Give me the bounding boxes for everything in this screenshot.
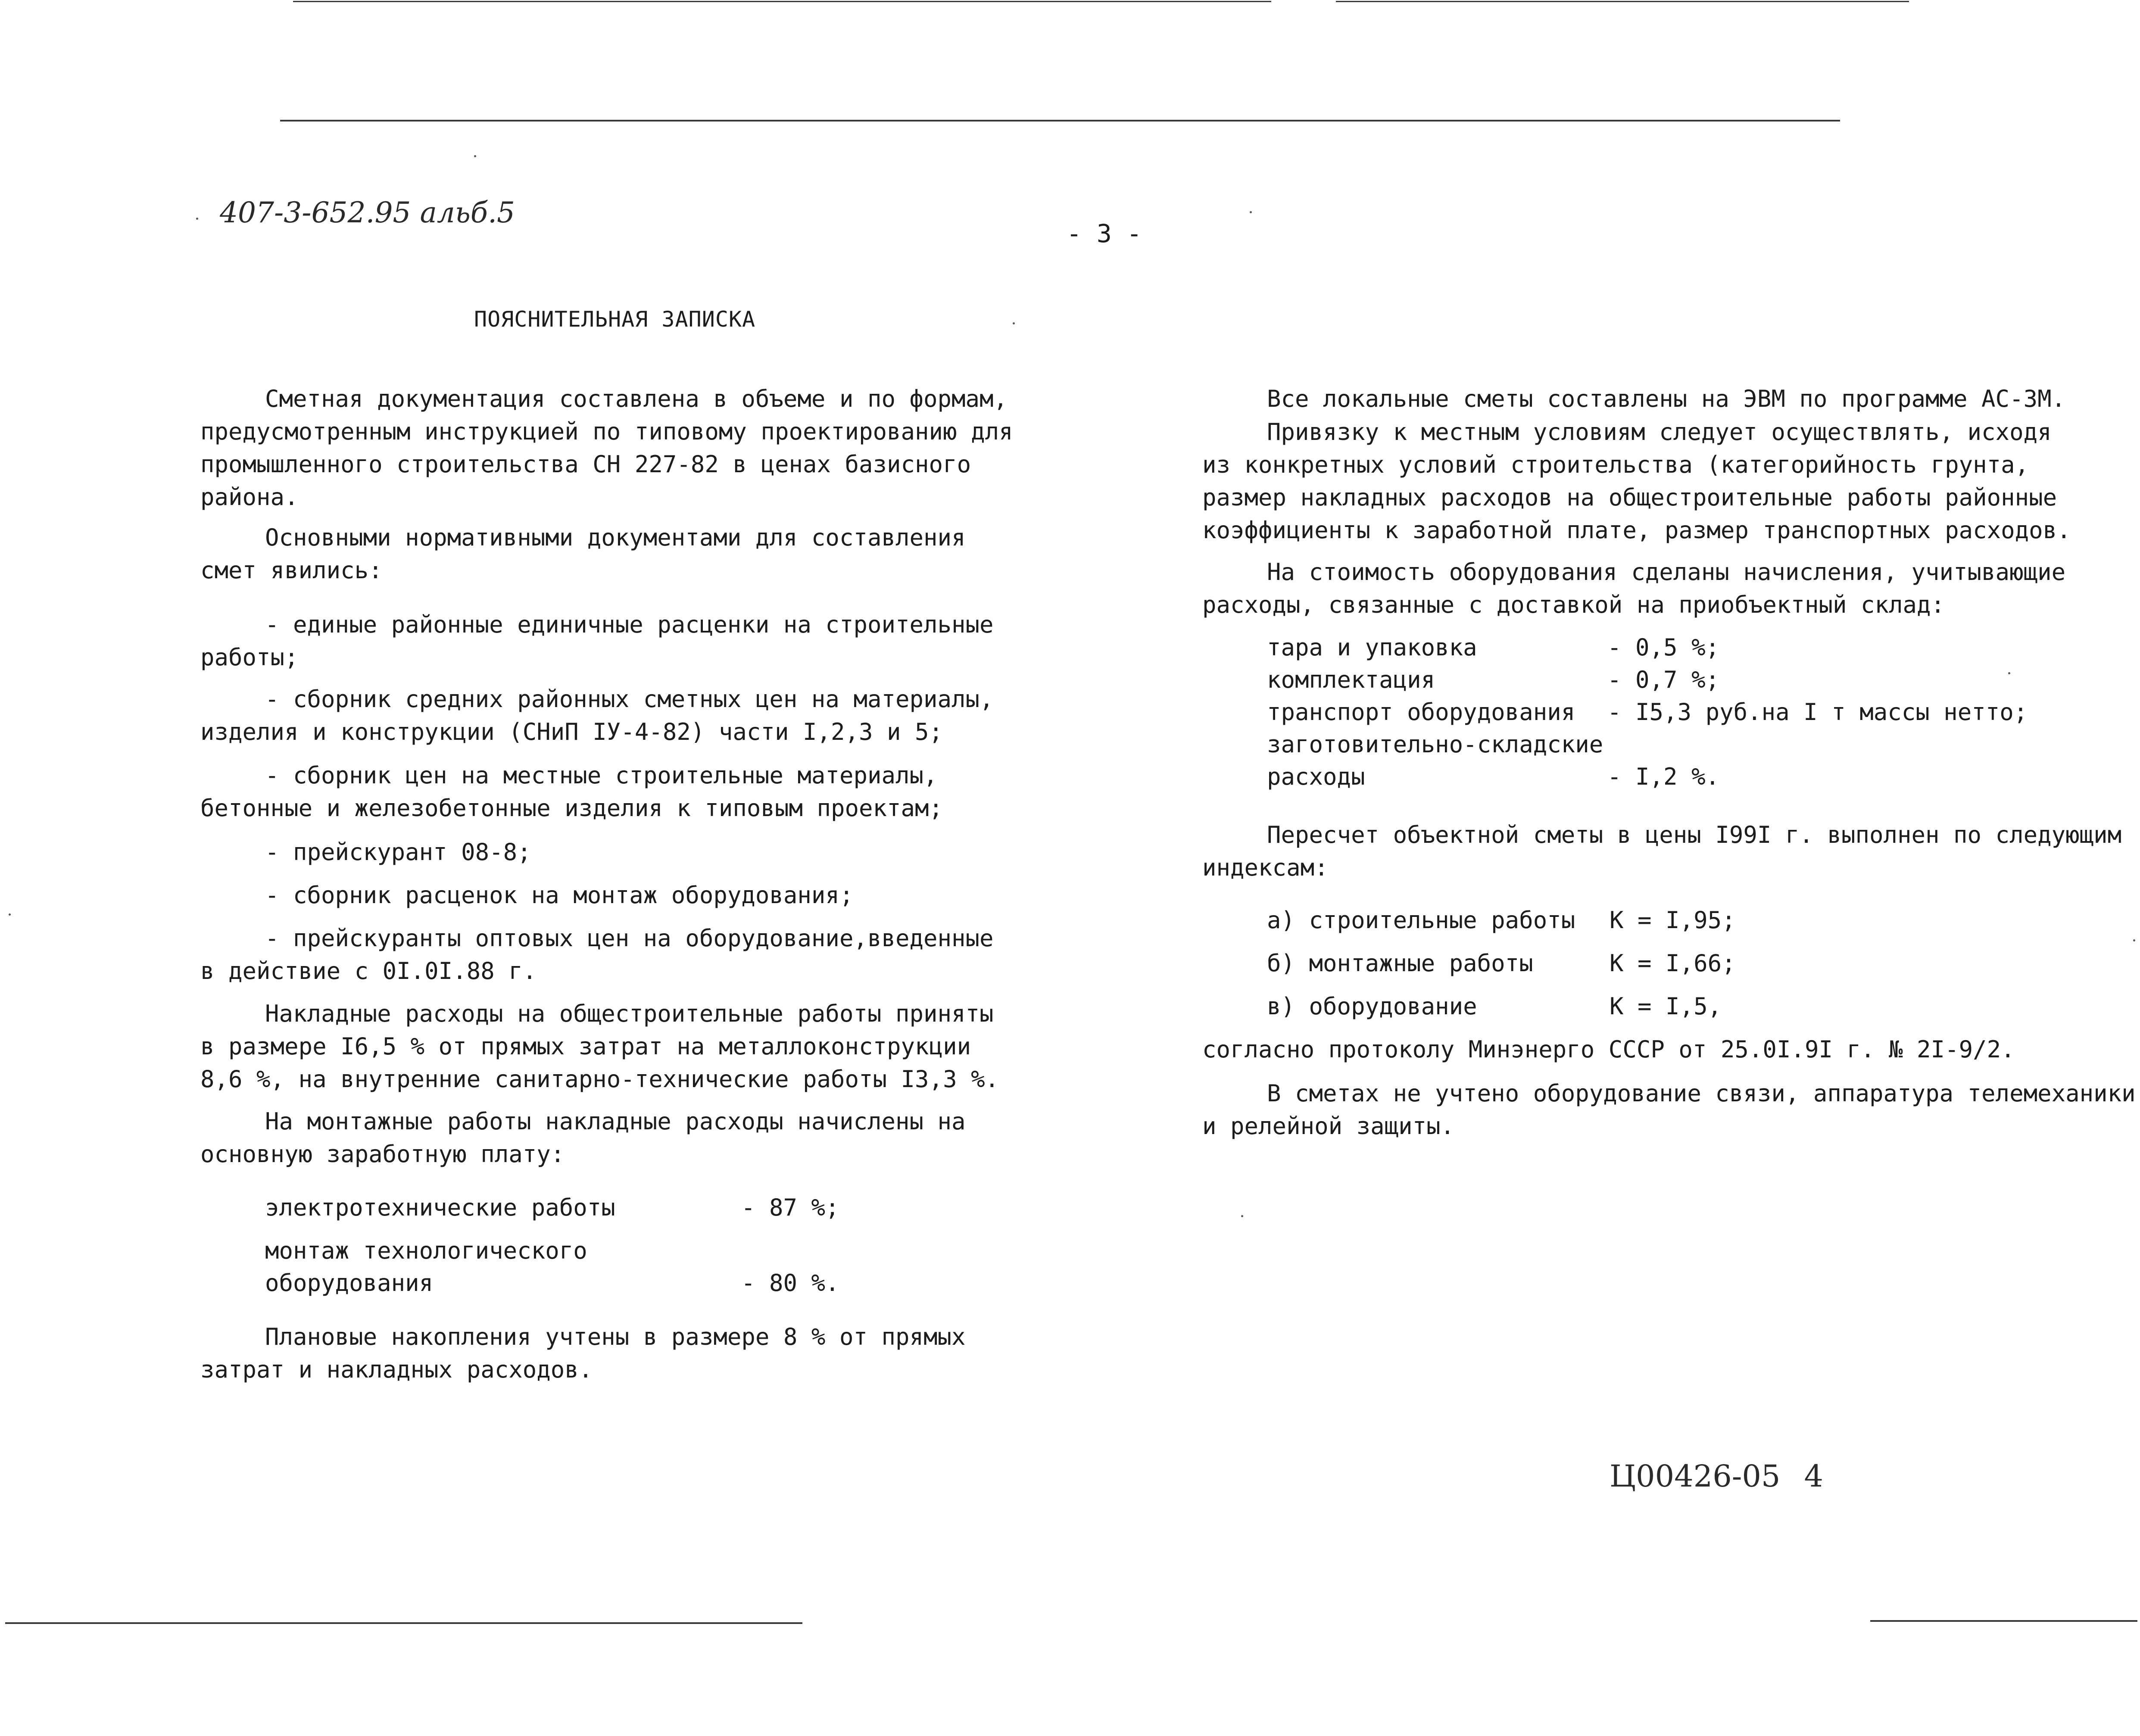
index-row: а) строительные работы К = I,95; <box>1267 907 1736 934</box>
archive-stamp: Ц00426-05 4 <box>1610 1459 1823 1494</box>
charge-row: расходы - I,2 %. <box>1267 763 1720 790</box>
protocol-line: согласно протоколу Минэнерго СССР от 25.0I.9I г. № 2I-9/2. <box>1202 1036 2015 1063</box>
top-rule-2 <box>733 1 1271 2</box>
rate-row: электротехнические работы - 87 %; <box>265 1194 839 1221</box>
rate-row: монтаж технологического <box>265 1237 587 1264</box>
scan-speck <box>2008 672 2010 674</box>
top-rule-1 <box>293 1 733 2</box>
charge-row: заготовительно-складские <box>1267 731 1603 758</box>
list-item: - сборник цен на местные строительные материалы, бетонные и железобетонные изделия к типовым проектам; <box>200 762 943 822</box>
scan-speck <box>474 155 476 157</box>
list-item: - прейскурант 08-8; <box>265 838 531 866</box>
scan-speck <box>196 218 198 220</box>
charge-row: тара и упаковка - 0,5 %; <box>1267 634 1720 661</box>
recalculation-paragraph: Пересчет объектной сметы в цены I99I г. выполнен по следующим индексам: <box>1202 821 2122 881</box>
scan-speck <box>1013 322 1015 324</box>
list-item: - сборник средних районных сметных цен на материалы, изделия и конструкции (СНиП IУ-4-82) части I,2,3 и 5; <box>200 686 994 745</box>
intro-paragraph: Сметная документация составлена в объеме и по формам, предусмотренным инструкцией по типовому проектированию для промышленного строительства СН 227-82 в ценах базисного района. <box>200 385 1013 511</box>
page-number: - 3 - <box>1067 219 1142 248</box>
rate-row: оборудования - 80 %. <box>265 1269 839 1297</box>
normative-docs-paragraph: Основными нормативными документами для составления смет явились: <box>200 524 966 584</box>
page-title: ПОЯСНИТЕЛЬНАЯ ЗАПИСКА <box>474 307 756 332</box>
equipment-charges-paragraph: На стоимость оборудования сделаны начисления, учитывающие расходы, связанные с доставкой на приобъектный склад: <box>1202 558 2066 618</box>
document-code: 407-3-652.95 альб.5 <box>220 196 515 229</box>
scan-speck <box>2133 939 2135 941</box>
scan-speck <box>1250 211 1252 213</box>
computer-estimates-line: Все локальные сметы составлены на ЭВМ по программе АС-ЗМ. <box>1267 385 2066 412</box>
top-rule-3 <box>1336 1 1909 2</box>
bottom-rule-left <box>5 1622 802 1624</box>
top-rule-4 <box>280 120 1840 122</box>
installation-overhead-paragraph: На монтажные работы накладные расходы начислены на основную заработную плату: <box>200 1108 966 1168</box>
index-row: в) оборудование К = I,5, <box>1267 993 1722 1020</box>
bottom-rule-right <box>1870 1620 2137 1622</box>
local-conditions-paragraph: Привязку к местным условиям следует осуществлять, исходя из конкретных условий строительства (категорийность грунта, размер накладных расходов на общестроительные работы районные коэффициенты к заработной плате, размер транспортных расходов. <box>1202 418 2071 544</box>
list-item: - единые районные единичные расценки на строительные работы; <box>200 611 994 671</box>
scan-speck <box>9 913 11 916</box>
charge-row: транспорт оборудования - I5,3 руб.на I т массы нетто; <box>1267 698 2028 726</box>
list-item: - сборник расценок на монтаж оборудования; <box>265 882 854 909</box>
scan-speck <box>1241 1215 1243 1217</box>
index-row: б) монтажные работы К = I,66; <box>1267 950 1736 977</box>
list-item: - прейскуранты оптовых цен на оборудование,введенные в действие с 0I.0I.88 г. <box>200 925 994 985</box>
planned-savings-paragraph: Плановые накопления учтены в размере 8 % от прямых затрат и накладных расходов. <box>200 1323 966 1383</box>
charge-row: комплектация - 0,7 %; <box>1267 666 1720 693</box>
not-included-paragraph: В сметах не учтено оборудование связи, аппаратура телемеханики и релейной защиты. <box>1202 1080 2136 1140</box>
overhead-paragraph: Накладные расходы на общестроительные работы приняты в размере I6,5 % от прямых затрат на металлоконструкции 8,6 %, на внутренние санитарно-технические работы I3,3 %. <box>200 1000 999 1093</box>
